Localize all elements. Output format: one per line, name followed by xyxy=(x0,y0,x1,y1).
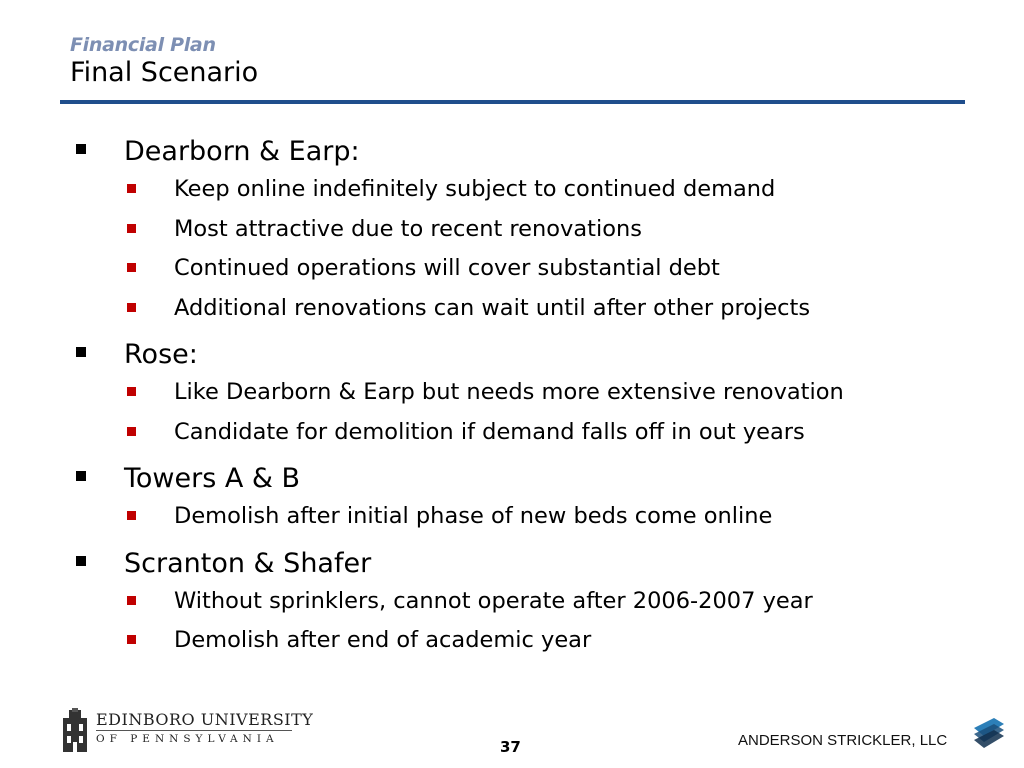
slide-subtitle: Financial Plan xyxy=(70,34,216,56)
firm-logo-icon xyxy=(970,714,1006,750)
outline-subitem-text: Like Dearborn & Earp but needs more extensive renovation xyxy=(174,379,844,405)
slide-body xyxy=(0,132,1024,664)
logo-divider xyxy=(96,730,292,731)
page-number: 37 xyxy=(500,738,521,756)
outline-subitem-text: Most attractive due to recent renovations xyxy=(174,215,642,242)
outline-item xyxy=(0,132,1024,172)
red-square-bullet-icon xyxy=(127,263,136,272)
red-square-bullet-icon xyxy=(127,224,136,233)
university-state: OF PENNSYLVANIA xyxy=(96,733,279,745)
red-square-bullet-icon xyxy=(127,635,136,644)
slide-header xyxy=(70,33,258,89)
red-square-bullet-icon xyxy=(127,387,136,396)
university-logo xyxy=(60,708,314,754)
square-bullet-icon xyxy=(76,347,86,357)
outline-subitem-text: Demolish after end of academic year xyxy=(174,627,592,653)
outline-subitem xyxy=(0,585,1024,625)
outline-item xyxy=(0,459,1024,499)
outline-subitem-text: Continued operations will cover substantial debt xyxy=(174,255,720,281)
outline-subitem xyxy=(0,213,1024,253)
slide-title: Final Scenario xyxy=(70,57,259,88)
outline-subitem-text: Keep online indefinitely subject to continued demand xyxy=(174,176,776,202)
outline-subitem-text: Candidate for demolition if demand falls off in out years xyxy=(174,418,805,445)
square-bullet-icon xyxy=(76,471,86,481)
outline-subitem xyxy=(0,624,1024,664)
outline-heading: Dearborn & Earp: xyxy=(124,136,360,167)
firm-name: ANDERSON STRICKLER, LLC xyxy=(738,732,948,749)
outline-subitem xyxy=(0,173,1024,213)
outline-subitem xyxy=(0,500,1024,540)
outline-subitem xyxy=(0,416,1024,456)
outline-subitem-text: Demolish after initial phase of new beds come online xyxy=(174,503,773,529)
outline-subitem xyxy=(0,252,1024,292)
red-square-bullet-icon xyxy=(127,511,136,520)
outline-item xyxy=(0,544,1024,584)
outline-heading: Towers A & B xyxy=(124,463,301,494)
outline-subitem-text: Without sprinklers, cannot operate after 2006-2007 year xyxy=(174,587,813,614)
outline-subitem-text: Additional renovations can wait until after other projects xyxy=(174,294,811,321)
outline-item xyxy=(0,335,1024,375)
outline-subitem xyxy=(0,292,1024,332)
university-name: EDINBORO UNIVERSITY xyxy=(96,710,314,729)
header-divider xyxy=(60,100,965,104)
square-bullet-icon xyxy=(76,556,86,566)
red-square-bullet-icon xyxy=(127,427,136,436)
outline-heading: Scranton & Shafer xyxy=(124,547,372,579)
red-square-bullet-icon xyxy=(127,184,136,193)
outline-heading: Rose: xyxy=(124,339,198,370)
outline-subitem xyxy=(0,376,1024,416)
red-square-bullet-icon xyxy=(127,303,136,312)
red-square-bullet-icon xyxy=(127,596,136,605)
square-bullet-icon xyxy=(76,144,86,154)
university-logo-icon xyxy=(60,708,90,754)
